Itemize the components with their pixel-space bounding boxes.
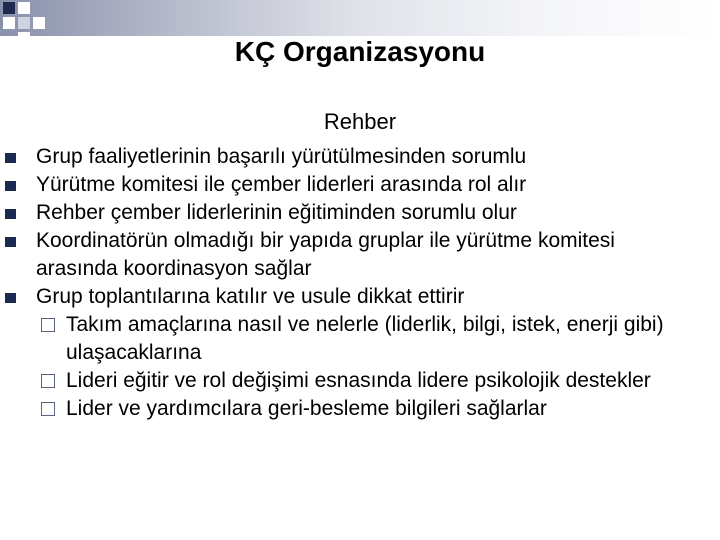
sub-bullet-text: Lider ve yardımcılara geri-besleme bilgileri sağlarlar — [66, 397, 547, 420]
bullet-list — [0, 143, 720, 423]
header-gradient-bar — [0, 0, 720, 36]
square-bullet-icon — [5, 237, 16, 247]
slide-title: KÇ Organizasyonu — [234, 36, 486, 67]
bullet-text: Yürütme komitesi ile çember liderleri arasında rol alır — [36, 173, 527, 196]
sub-list-item — [0, 311, 696, 367]
square-bullet-icon — [5, 209, 16, 219]
square-bullet-icon — [5, 293, 16, 303]
hollow-square-bullet-icon — [41, 374, 55, 388]
list-item — [0, 283, 686, 311]
list-item — [0, 199, 686, 227]
hollow-square-bullet-icon — [41, 318, 55, 332]
sub-list-item — [0, 367, 696, 395]
section-heading: Rehber — [323, 109, 397, 134]
bullet-text: Grup toplantılarına katılır ve usule dikkat ettirir — [36, 285, 465, 308]
sub-list-item — [0, 395, 696, 423]
bullet-text: Koordinatörün olmadığı bir yapıda gruplar ile yürütme komitesi arasında koordinasyon sağlar — [36, 229, 615, 280]
hollow-square-bullet-icon — [41, 402, 55, 416]
bullet-text: Rehber çember liderlerinin eğitiminden sorumlu olur — [36, 201, 517, 224]
sub-bullet-text: Lideri eğitir ve rol değişimi esnasında lidere psikolojik destekler — [66, 369, 651, 392]
list-item — [0, 171, 686, 199]
bullet-text: Grup faaliyetlerinin başarılı yürütülmesinden sorumlu — [36, 145, 527, 168]
sub-bullet-text: Takım amaçlarına nasıl ve nelerle (liderlik, bilgi, istek, enerji gibi) ulaşacaklarına — [66, 313, 664, 364]
list-item — [0, 227, 686, 283]
square-bullet-icon — [5, 181, 16, 191]
square-bullet-icon — [5, 153, 16, 163]
list-item — [0, 143, 686, 171]
